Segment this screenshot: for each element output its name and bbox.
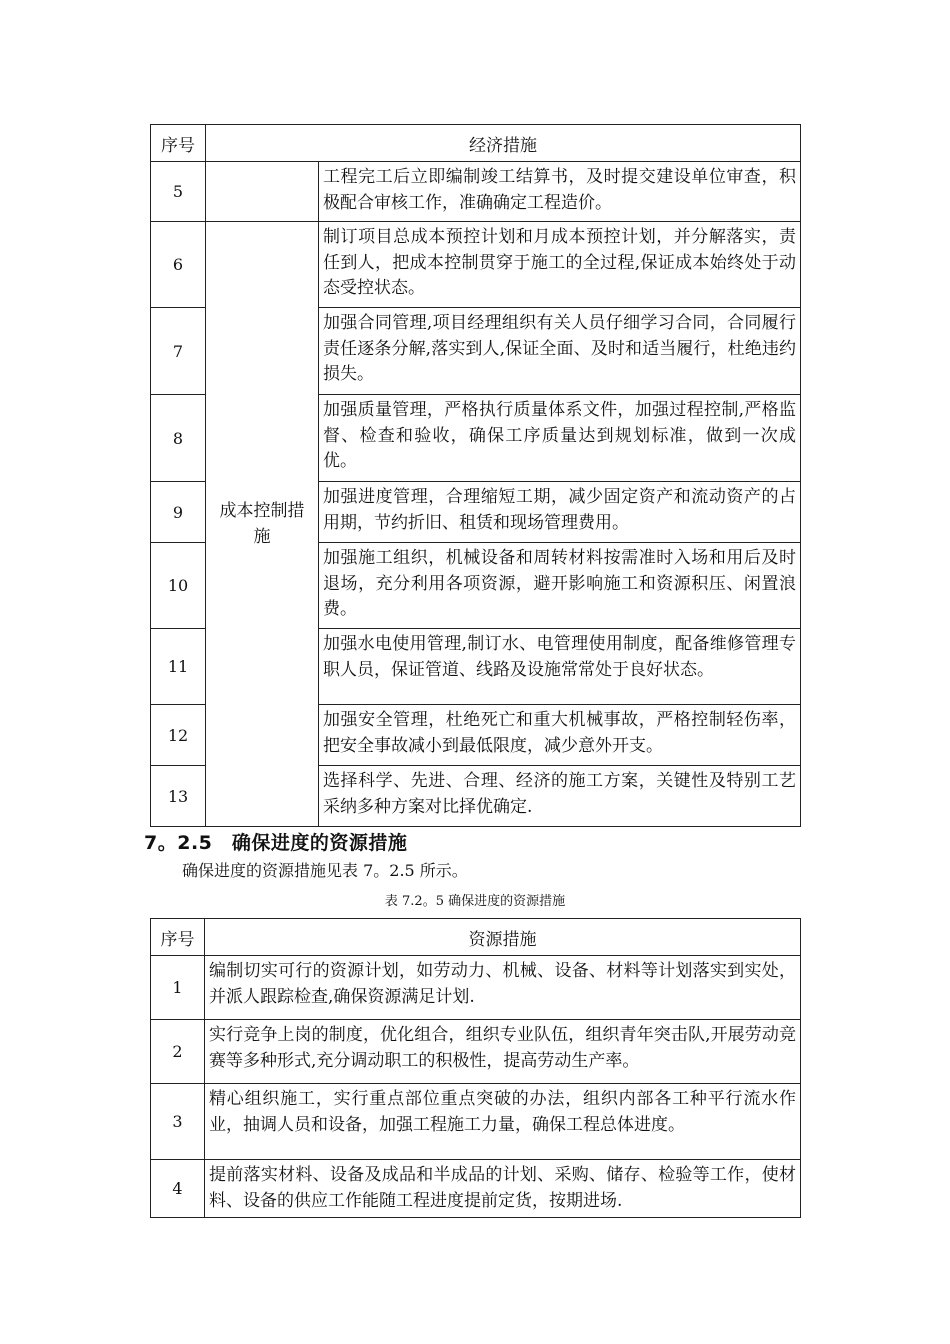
row-num: 4 bbox=[151, 1160, 205, 1218]
header-num: 序号 bbox=[151, 919, 205, 956]
row-text: 工程完工后立即编制竣工结算书，及时提交建设单位审查，积极配合审核工作，准确确定工程造价。 bbox=[319, 162, 801, 222]
row-num: 13 bbox=[151, 766, 206, 827]
resource-measures-table bbox=[150, 918, 801, 1218]
row-num: 12 bbox=[151, 705, 206, 766]
table-row bbox=[151, 1084, 801, 1160]
table-row bbox=[151, 956, 801, 1020]
row-num: 8 bbox=[151, 395, 206, 482]
row-text: 加强安全管理，杜绝死亡和重大机械事故，严格控制轻伤率，把安全事故减小到最低限度，减少意外开支。 bbox=[319, 705, 801, 766]
category-cell-empty bbox=[206, 162, 319, 222]
table-caption: 表 7.2。5 确保进度的资源措施 bbox=[384, 894, 566, 909]
row-text: 精心组织施工，实行重点部位重点突破的办法，组织内部各工种平行流水作业，抽调人员和设备，加强工程施工力量，确保工程总体进度。 bbox=[205, 1084, 801, 1160]
row-text: 加强质量管理，严格执行质量体系文件，加强过程控制,严格监督、检查和验收，确保工序质量达到规划标准，做到一次成优。 bbox=[319, 395, 801, 482]
row-num: 3 bbox=[151, 1084, 205, 1160]
table-header-row bbox=[151, 125, 801, 162]
section-paragraph: 确保进度的资源措施见表 7。2.5 所示。 bbox=[182, 861, 468, 880]
row-text: 提前落实材料、设备及成品和半成品的计划、采购、储存、检验等工作，使材料、设备的供应工作能随工程进度提前定货，按期进场. bbox=[205, 1160, 801, 1218]
row-text: 加强进度管理，合理缩短工期，减少固定资产和流动资产的占用期，节约折旧、租赁和现场管理费用。 bbox=[319, 482, 801, 543]
category-cell: 成本控制措施 bbox=[206, 222, 319, 827]
row-text: 选择科学、先进、合理、经济的施工方案，关键性及特别工艺采纳多种方案对比择优确定. bbox=[319, 766, 801, 827]
header-content: 经济措施 bbox=[206, 125, 801, 162]
section-heading: 7。2.5 确保进度的资源措施 bbox=[144, 832, 408, 854]
row-text: 实行竞争上岗的制度，优化组合，组织专业队伍，组织青年突击队,开展劳动竞赛等多种形式,充分调动职工的积极性，提高劳动生产率。 bbox=[205, 1020, 801, 1084]
table-header-row bbox=[151, 919, 801, 956]
row-text: 加强合同管理,项目经理组织有关人员仔细学习合同，合同履行责任逐条分解,落实到人,保证全面、及时和适当履行，杜绝违约损失。 bbox=[319, 308, 801, 395]
row-text: 编制切实可行的资源计划，如劳动力、机械、设备、材料等计划落实到实处，并派人跟踪检查,确保资源满足计划. bbox=[205, 956, 801, 1020]
row-num: 9 bbox=[151, 482, 206, 543]
row-num: 1 bbox=[151, 956, 205, 1020]
row-text: 加强水电使用管理,制订水、电管理使用制度，配备维修管理专职人员，保证管道、线路及设施常常处于良好状态。 bbox=[319, 629, 801, 705]
row-num: 11 bbox=[151, 629, 206, 705]
row-num: 7 bbox=[151, 308, 206, 395]
row-num: 2 bbox=[151, 1020, 205, 1084]
table-row bbox=[151, 1020, 801, 1084]
table-row bbox=[151, 1160, 801, 1218]
header-content: 资源措施 bbox=[205, 919, 801, 956]
row-num: 5 bbox=[151, 162, 206, 222]
table-row bbox=[151, 222, 801, 308]
table-row bbox=[151, 162, 801, 222]
header-num: 序号 bbox=[151, 125, 206, 162]
row-num: 10 bbox=[151, 543, 206, 629]
row-text: 加强施工组织，机械设备和周转材料按需准时入场和用后及时退场，充分利用各项资源，避开影响施工和资源积压、闲置浪费。 bbox=[319, 543, 801, 629]
row-text: 制订项目总成本预控计划和月成本预控计划，并分解落实，责任到人，把成本控制贯穿于施工的全过程,保证成本始终处于动态受控状态。 bbox=[319, 222, 801, 308]
row-num: 6 bbox=[151, 222, 206, 308]
economic-measures-table bbox=[150, 124, 801, 827]
